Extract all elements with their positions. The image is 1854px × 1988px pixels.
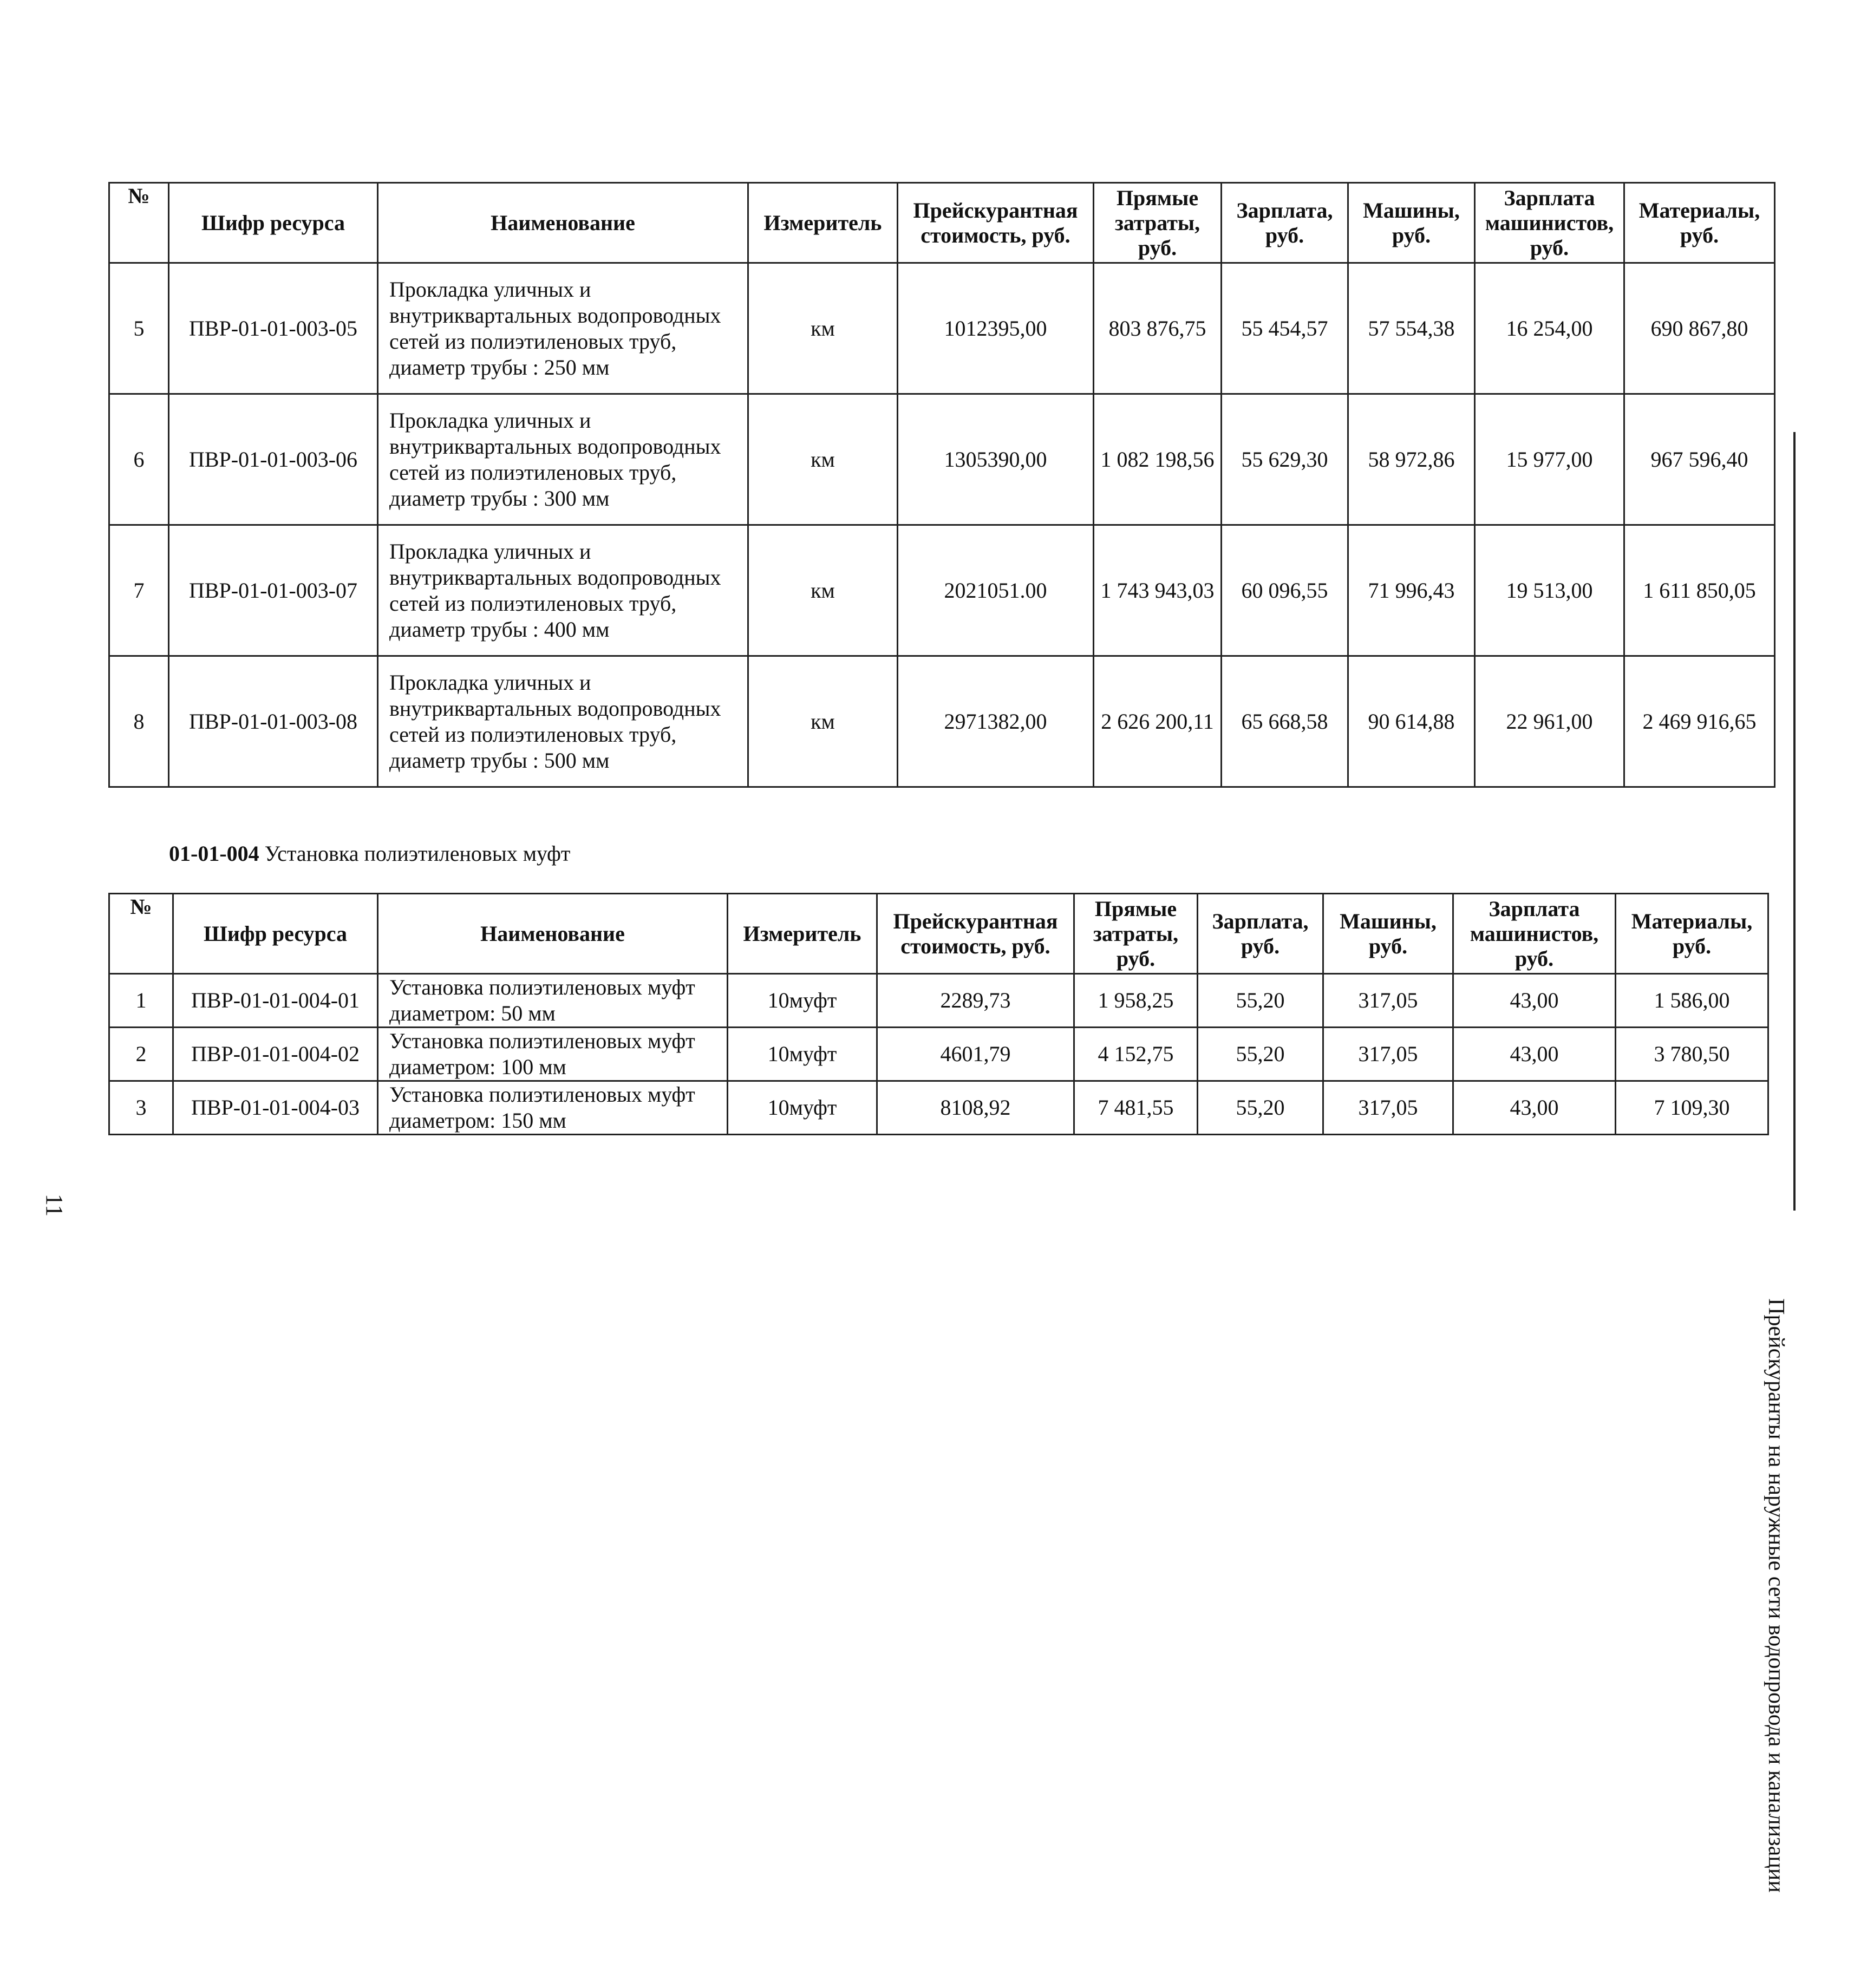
cell-machines: 71 996,43 xyxy=(1348,525,1475,656)
cell-operator-salary: 43,00 xyxy=(1453,974,1616,1028)
cell-operator-salary: 43,00 xyxy=(1453,1081,1616,1135)
cell-direct-costs: 7 481,55 xyxy=(1074,1081,1198,1135)
cell-materials: 7 109,30 xyxy=(1616,1081,1768,1135)
section-title: Установка полиэтиленовых муфт xyxy=(264,841,571,866)
cell-resource-code: ПВР-01-01-004-03 xyxy=(173,1081,378,1135)
cell-machines: 58 972,86 xyxy=(1348,394,1475,525)
cell-salary: 55,20 xyxy=(1198,1081,1323,1135)
table-row xyxy=(109,656,1775,787)
section-heading xyxy=(169,841,570,867)
cell-list-price: 8108,92 xyxy=(877,1081,1074,1135)
cell-materials: 690 867,80 xyxy=(1624,263,1775,394)
table-header-row xyxy=(109,894,1768,974)
col-header-direct-costs: Прямые затраты, руб. xyxy=(1094,183,1222,263)
table-row xyxy=(109,974,1768,1028)
cell-unit: км xyxy=(748,394,898,525)
col-header-direct-costs: Прямые затраты, руб. xyxy=(1074,894,1198,974)
cell-direct-costs: 2 626 200,11 xyxy=(1094,656,1222,787)
price-table-01-01-004 xyxy=(108,893,1769,1135)
cell-salary: 65 668,58 xyxy=(1222,656,1348,787)
cell-unit: км xyxy=(748,525,898,656)
col-header-number: № xyxy=(109,183,169,263)
cell-machines: 57 554,38 xyxy=(1348,263,1475,394)
cell-salary: 55,20 xyxy=(1198,974,1323,1028)
col-header-operator-salary: Зарплата машинистов, руб. xyxy=(1453,894,1616,974)
table-row xyxy=(109,1028,1768,1081)
cell-operator-salary: 19 513,00 xyxy=(1475,525,1624,656)
cell-list-price: 1305390,00 xyxy=(898,394,1094,525)
cell-number: 5 xyxy=(109,263,169,394)
col-header-unit: Измеритель xyxy=(728,894,877,974)
col-header-machines: Машины, руб. xyxy=(1348,183,1475,263)
cell-operator-salary: 15 977,00 xyxy=(1475,394,1624,525)
cell-materials: 3 780,50 xyxy=(1616,1028,1768,1081)
col-header-materials: Материалы, руб. xyxy=(1624,183,1775,263)
col-header-machines: Машины, руб. xyxy=(1323,894,1453,974)
cell-materials: 1 611 850,05 xyxy=(1624,525,1775,656)
cell-unit: 10муфт xyxy=(728,1081,877,1135)
col-header-name: Наименование xyxy=(378,894,728,974)
cell-salary: 55,20 xyxy=(1198,1028,1323,1081)
cell-direct-costs: 4 152,75 xyxy=(1074,1028,1198,1081)
cell-operator-salary: 43,00 xyxy=(1453,1028,1616,1081)
running-title: Прейскуранты на наружные сети водопровода и канализации xyxy=(1764,1298,1788,1893)
cell-name: Установка полиэтиленовых муфт диаметром: 100 мм xyxy=(378,1028,728,1081)
col-header-resource-code: Шифр ресурса xyxy=(169,183,378,263)
cell-list-price: 4601,79 xyxy=(877,1028,1074,1081)
cell-list-price: 2971382,00 xyxy=(898,656,1094,787)
cell-direct-costs: 1 743 943,03 xyxy=(1094,525,1222,656)
cell-machines: 317,05 xyxy=(1323,1028,1453,1081)
col-header-list-price: Прейскурантная стоимость, руб. xyxy=(877,894,1074,974)
table-row xyxy=(109,525,1775,656)
cell-name: Прокладка уличных и внутриквартальных водопроводных сетей из полиэтиленовых труб, диаметр трубы : 300 мм xyxy=(378,394,748,525)
cell-number: 2 xyxy=(109,1028,173,1081)
cell-number: 7 xyxy=(109,525,169,656)
cell-materials: 967 596,40 xyxy=(1624,394,1775,525)
cell-unit: км xyxy=(748,656,898,787)
table-row xyxy=(109,263,1775,394)
col-header-resource-code: Шифр ресурса xyxy=(173,894,378,974)
table-row xyxy=(109,1081,1768,1135)
col-header-materials: Материалы, руб. xyxy=(1616,894,1768,974)
col-header-unit: Измеритель xyxy=(748,183,898,263)
cell-salary: 55 454,57 xyxy=(1222,263,1348,394)
cell-resource-code: ПВР-01-01-003-07 xyxy=(169,525,378,656)
cell-unit: 10муфт xyxy=(728,974,877,1028)
col-header-salary: Зарплата, руб. xyxy=(1222,183,1348,263)
cell-unit: 10муфт xyxy=(728,1028,877,1081)
cell-number: 1 xyxy=(109,974,173,1028)
cell-list-price: 1012395,00 xyxy=(898,263,1094,394)
cell-name: Установка полиэтиленовых муфт диаметром: 150 мм xyxy=(378,1081,728,1135)
cell-machines: 90 614,88 xyxy=(1348,656,1475,787)
cell-resource-code: ПВР-01-01-003-06 xyxy=(169,394,378,525)
section-code: 01-01-004 xyxy=(169,841,259,866)
col-header-salary: Зарплата, руб. xyxy=(1198,894,1323,974)
cell-list-price: 2289,73 xyxy=(877,974,1074,1028)
side-divider xyxy=(1793,432,1796,1211)
cell-resource-code: ПВР-01-01-003-08 xyxy=(169,656,378,787)
cell-name: Прокладка уличных и внутриквартальных водопроводных сетей из полиэтиленовых труб, диаметр трубы : 500 мм xyxy=(378,656,748,787)
table-header-row xyxy=(109,183,1775,263)
cell-operator-salary: 16 254,00 xyxy=(1475,263,1624,394)
cell-direct-costs: 803 876,75 xyxy=(1094,263,1222,394)
col-header-name: Наименование xyxy=(378,183,748,263)
col-header-number: № xyxy=(109,894,173,974)
cell-unit: км xyxy=(748,263,898,394)
cell-direct-costs: 1 958,25 xyxy=(1074,974,1198,1028)
table-row xyxy=(109,394,1775,525)
page-number: 11 xyxy=(41,1193,68,1217)
price-table-01-01-003 xyxy=(108,182,1775,788)
cell-resource-code: ПВР-01-01-004-01 xyxy=(173,974,378,1028)
cell-list-price: 2021051.00 xyxy=(898,525,1094,656)
cell-number: 3 xyxy=(109,1081,173,1135)
cell-materials: 1 586,00 xyxy=(1616,974,1768,1028)
cell-number: 8 xyxy=(109,656,169,787)
cell-salary: 60 096,55 xyxy=(1222,525,1348,656)
cell-direct-costs: 1 082 198,56 xyxy=(1094,394,1222,525)
cell-materials: 2 469 916,65 xyxy=(1624,656,1775,787)
cell-number: 6 xyxy=(109,394,169,525)
cell-name: Установка полиэтиленовых муфт диаметром: 50 мм xyxy=(378,974,728,1028)
cell-resource-code: ПВР-01-01-003-05 xyxy=(169,263,378,394)
col-header-operator-salary: Зарплата машинистов, руб. xyxy=(1475,183,1624,263)
cell-machines: 317,05 xyxy=(1323,974,1453,1028)
cell-name: Прокладка уличных и внутриквартальных водопроводных сетей из полиэтиленовых труб, диаметр трубы : 250 мм xyxy=(378,263,748,394)
cell-name: Прокладка уличных и внутриквартальных водопроводных сетей из полиэтиленовых труб, диаметр трубы : 400 мм xyxy=(378,525,748,656)
col-header-list-price: Прейскурантная стоимость, руб. xyxy=(898,183,1094,263)
cell-resource-code: ПВР-01-01-004-02 xyxy=(173,1028,378,1081)
cell-machines: 317,05 xyxy=(1323,1081,1453,1135)
cell-operator-salary: 22 961,00 xyxy=(1475,656,1624,787)
cell-salary: 55 629,30 xyxy=(1222,394,1348,525)
